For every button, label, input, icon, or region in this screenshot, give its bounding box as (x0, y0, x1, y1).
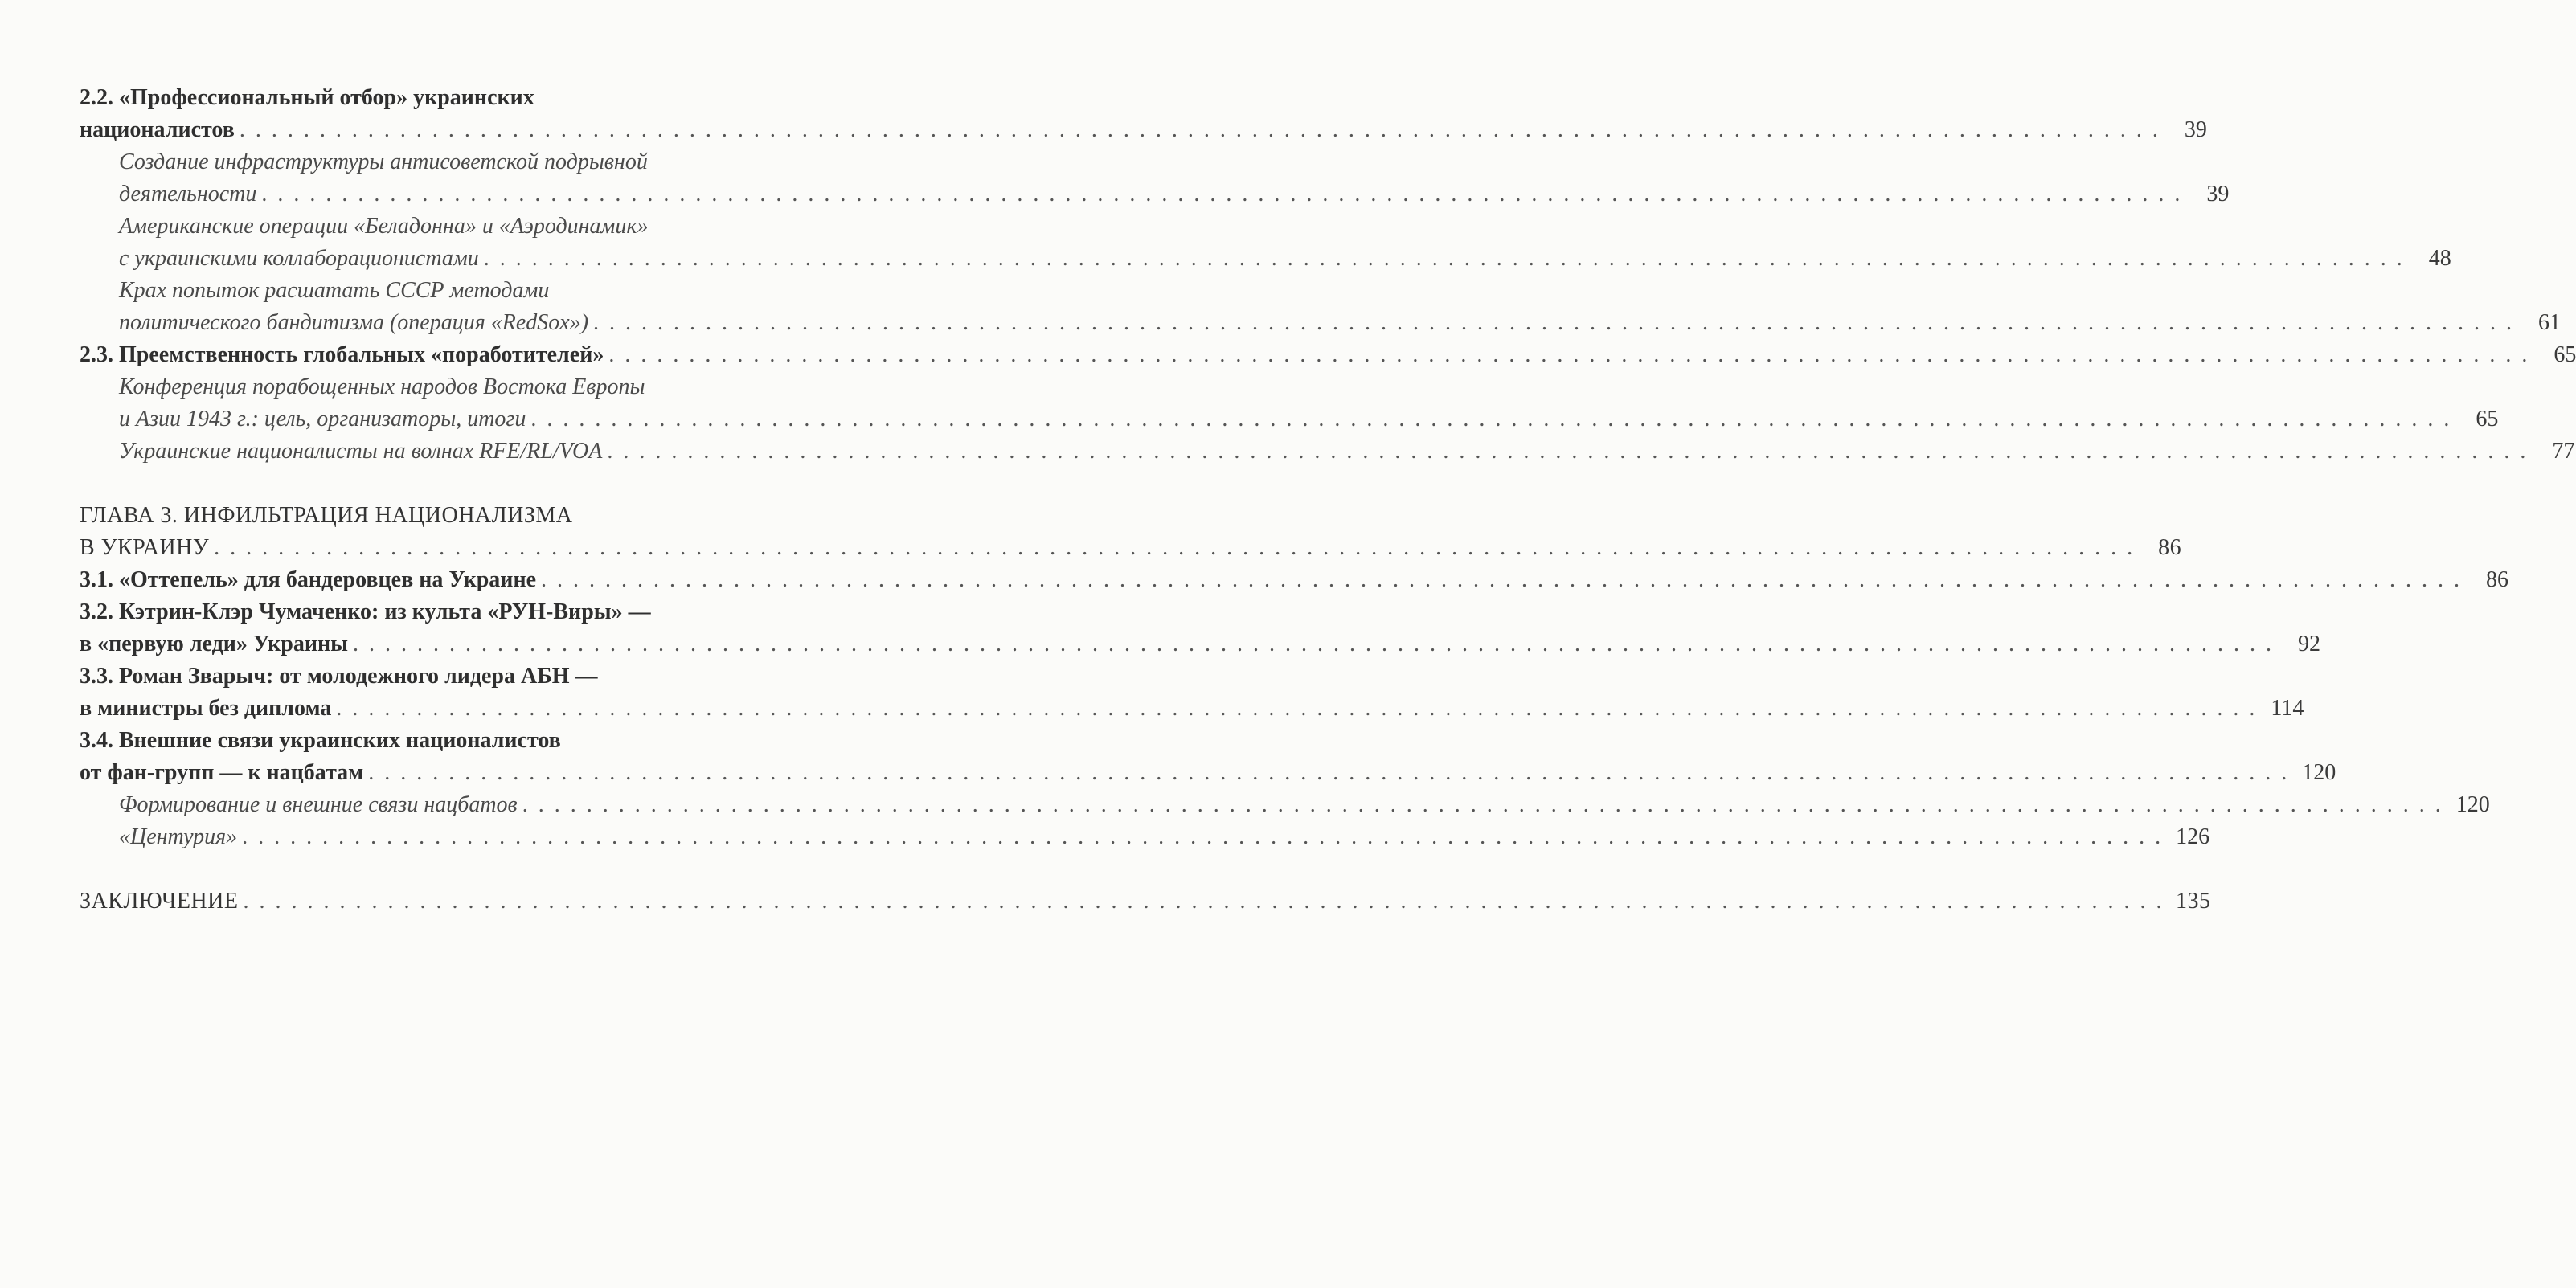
toc-entry-section[interactable] (76, 339, 2576, 371)
toc-entry-line (80, 596, 762, 628)
toc-entry-line (119, 371, 762, 403)
dot-leader: . . . . . . . . . . . . . . . . . . . . . . . . . . . . . . . . . . . . . . . . . . . . . . . . . . . . . . . . . . . . . . . . . . . . . . . . . . . . . . . . . . . . . . . . . . . . . . . . . . . . . . . . . . . . . . . . . . . . . . . . (261, 182, 2183, 206)
toc-entry-line (80, 693, 2304, 725)
toc-entry-chapter[interactable] (76, 500, 2182, 564)
dot-leader: . . . . . . . . . . . . . . . . . . . . . . . . . . . . . . . . . . . . . . . . . . . . . . . . . . . . . . . . . . . . . . . . . . . . . . . . . . . . . . . . . . . . . . . . . . . . . . . . . . . . . . . . . . . . . . . . . . . . . . . . (483, 246, 2405, 271)
toc-entry-section[interactable] (76, 82, 2207, 146)
dot-leader: . . . . . . . . . . . . . . . . . . . . . . . . . . . . . . . . . . . . . . . . . . . . . . . . . . . . . . . . . . . . . . . . . . . . . . . . . . . . . . . . . . . . . . . . . . . . . . . . . . . . . . . . . . . . . . . . . . . . . . . . (368, 760, 2290, 785)
toc-page-number: 120 (2455, 792, 2490, 817)
toc-entry-sub[interactable] (76, 789, 2490, 821)
toc-entry-sub[interactable] (76, 211, 2451, 275)
toc-page-number: 126 (2176, 824, 2210, 849)
dot-leader: . . . . . . . . . . . . . . . . . . . . . . . . . . . . . . . . . . . . . . . . . . . . . . . . . . . . . . . . . . . . . . . . . . . . . . . . . . . . . . . . . . . . . . . . . . . . . . . . . . . . . . . . . . . . . . . . . . . . . . . . (522, 792, 2443, 817)
toc-entry-line (80, 757, 2336, 789)
toc-page-number: 39 (2206, 182, 2230, 206)
toc-entry-sub[interactable] (76, 146, 2230, 211)
toc-entry-sub[interactable] (76, 275, 2562, 339)
toc-entry-section[interactable] (76, 660, 2304, 725)
section-spacer (76, 853, 762, 885)
toc-entry-title: Украинские националисты на волнах RFE/RL/VOA (119, 439, 603, 464)
toc-entry-line (119, 403, 2499, 435)
toc-entry-sub[interactable] (76, 435, 2575, 468)
toc-entry-line (80, 564, 2508, 596)
toc-entry-line (119, 178, 2230, 211)
dot-leader: . . . . . . . . . . . . . . . . . . . . . . . . . . . . . . . . . . . . . . . . . . . . . . . . . . . . . . . . . . . . . . . . . . . . . . . . . . . . . . . . . . . . . . . . . . . . . . . . . . . . . . . . . . . . . . . . . . . . . . . . (352, 632, 2274, 656)
toc-entry-sub[interactable] (76, 371, 2499, 435)
toc-page-number: 86 (2486, 567, 2508, 592)
toc-page-number: 114 (2271, 696, 2304, 721)
dot-leader: . . . . . . . . . . . . . . . . . . . . . . . . . . . . . . . . . . . . . . . . . . . . . . . . . . . . . . . . . . . . . . . . . . . . . . . . . . . . . . . . . . . . . . . . . . . . . . . . . . . . . . . . . . . . . . . . . . . . . . . . (214, 535, 2136, 560)
toc-entry-line (119, 435, 2575, 468)
toc-entry-title: ЗАКЛЮЧЕНИЕ (80, 889, 239, 914)
toc-page-number: 120 (2302, 760, 2336, 785)
toc-page-number: 65 (2476, 407, 2499, 431)
dot-leader: . . . . . . . . . . . . . . . . . . . . . . . . . . . . . . . . . . . . . . . . . . . . . . . . . . . . . . . . . . . . . . . . . . . . . . . . . . . . . . . . . . . . . . . . . . . . . . . . . . . . . . . . . . . . . . . . . . . . . . . . (541, 567, 2462, 592)
toc-page-number: 92 (2297, 632, 2320, 656)
toc-entry-title: с украинскими коллаборационистами (119, 246, 479, 271)
dot-leader: . . . . . . . . . . . . . . . . . . . . . . . . . . . . . . . . . . . . . . . . . . . . . . . . . . . . . . . . . . . . . . . . . . . . . . . . . . . . . . . . . . . . . . . . . . . . . . . . . . . . . . . . . . . . . . . . . . . . . . . . (243, 889, 2164, 914)
toc-entry-line (119, 275, 762, 307)
toc-page-number: 86 (2158, 535, 2182, 560)
toc-entry-line (80, 660, 762, 693)
toc-entry-line (119, 211, 762, 243)
toc-entry-title: Конференция порабощенных народов Востока Европы (119, 374, 645, 399)
toc-entry-section[interactable] (76, 725, 2336, 789)
toc-entry-line (80, 339, 2576, 371)
toc-entry-title: Формирование и внешние связи нацбатов (119, 792, 518, 817)
toc-entry-title: «Центурия» (119, 824, 238, 849)
dot-leader: . . . . . . . . . . . . . . . . . . . . . . . . . . . . . . . . . . . . . . . . . . . . . . . . . . . . . . . . . . . . . . . . . . . . . . . . . . . . . . . . . . . . . . . . . . . . . . . . . . . . . . . . . . . . . . . . . . . . . . . . (242, 824, 2164, 849)
dot-leader: . . . . . . . . . . . . . . . . . . . . . . . . . . . . . . . . . . . . . . . . . . . . . . . . . . . . . . . . . . . . . . . . . . . . . . . . . . . . . . . . . . . . . . . . . . . . . . . . . . . . . . . . . . . . . . . . . . . . . . . . (336, 696, 2258, 721)
toc-entry-conclusion[interactable] (76, 885, 2211, 918)
toc-entry-line (119, 789, 2490, 821)
toc-entry-title: 3.4. Внешние связи украинских националистов (80, 728, 561, 753)
dot-leader: . . . . . . . . . . . . . . . . . . . . . . . . . . . . . . . . . . . . . . . . . . . . . . . . . . . . . . . . . . . . . . . . . . . . . . . . . . . . . . . . . . . . . . . . . . . . . . . . . . . . . . . . . . . . . . . . . . . . . . . . (607, 439, 2529, 464)
toc-entry-title: политического бандитизма (операция «RedSox») (119, 310, 589, 335)
toc-entry-section[interactable] (76, 596, 2320, 660)
toc-page-number: 135 (2175, 889, 2211, 914)
toc-entry-title: и Азии 1943 г.: цель, организаторы, итоги (119, 407, 526, 431)
toc-entry-title: в «первую леди» Украины (80, 632, 348, 656)
dot-leader: . . . . . . . . . . . . . . . . . . . . . . . . . . . . . . . . . . . . . . . . . . . . . . . . . . . . . . . . . . . . . . . . . . . . . . . . . . . . . . . . . . . . . . . . . . . . . . . . . . . . . . . . . . . . . . . . . . . . . . . . (239, 117, 2160, 142)
toc-entry-title: от фан-групп — к нацбатам (80, 760, 364, 785)
toc-entry-line (80, 725, 762, 757)
table-of-contents (76, 82, 2576, 918)
dot-leader: . . . . . . . . . . . . . . . . . . . . . . . . . . . . . . . . . . . . . . . . . . . . . . . . . . . . . . . . . . . . . . . . . . . . . . . . . . . . . . . . . . . . . . . . . . . . . . . . . . . . . . . . . . . . . . . . . . . . . . . . (608, 342, 2530, 367)
toc-entry-line (80, 532, 2182, 564)
toc-page-number: 48 (2428, 246, 2451, 271)
toc-entry-title: Крах попыток расшатать СССР методами (119, 278, 550, 303)
toc-entry-section[interactable] (76, 564, 2508, 596)
section-spacer (76, 468, 762, 500)
toc-entry-title: в министры без диплома (80, 696, 332, 721)
toc-entry-line (119, 243, 2451, 275)
toc-entry-title: Создание инфраструктуры антисоветской подрывной (119, 149, 648, 174)
toc-entry-line (80, 114, 2207, 146)
dot-leader: . . . . . . . . . . . . . . . . . . . . . . . . . . . . . . . . . . . . . . . . . . . . . . . . . . . . . . . . . . . . . . . . . . . . . . . . . . . . . . . . . . . . . . . . . . . . . . . . . . . . . . . . . . . . . . . . . . . . . . . . (530, 407, 2452, 431)
toc-entry-line (119, 821, 2210, 853)
toc-entry-line (80, 500, 762, 532)
toc-page-number: 65 (2553, 342, 2576, 367)
toc-entry-title: ГЛАВА 3. ИНФИЛЬТРАЦИЯ НАЦИОНАЛИЗМА (80, 503, 573, 528)
toc-entry-title: деятельности (119, 182, 257, 206)
toc-entry-title: 2.2. «Профессиональный отбор» украинских (80, 85, 534, 110)
toc-entry-sub[interactable] (76, 821, 2210, 853)
toc-entry-title: националистов (80, 117, 235, 142)
toc-entry-line (119, 146, 762, 178)
toc-entry-line (80, 628, 2320, 660)
toc-entry-line (80, 885, 2211, 918)
toc-entry-title: 3.2. Кэтрин-Клэр Чумаченко: из культа «РУН-Виры» — (80, 599, 651, 624)
toc-page-number: 77 (2552, 439, 2575, 464)
toc-entry-title: В УКРАИНУ (80, 535, 210, 560)
toc-entry-line (119, 307, 2562, 339)
toc-entry-line (80, 82, 762, 114)
toc-entry-title: 2.3. Преемственность глобальных «поработителей» (80, 342, 604, 367)
dot-leader: . . . . . . . . . . . . . . . . . . . . . . . . . . . . . . . . . . . . . . . . . . . . . . . . . . . . . . . . . . . . . . . . . . . . . . . . . . . . . . . . . . . . . . . . . . . . . . . . . . . . . . . . . . . . . . . . . . . . . . . . (593, 310, 2515, 335)
toc-entry-title: 3.1. «Оттепель» для бандеровцев на Украине (80, 567, 536, 592)
toc-page-number: 39 (2184, 117, 2207, 142)
toc-entry-title: Американские операции «Беладонна» и «Аэродинамик» (119, 214, 649, 239)
toc-page-number: 61 (2538, 310, 2562, 335)
toc-entry-title: 3.3. Роман Зварыч: от молодежного лидера АБН — (80, 664, 598, 689)
